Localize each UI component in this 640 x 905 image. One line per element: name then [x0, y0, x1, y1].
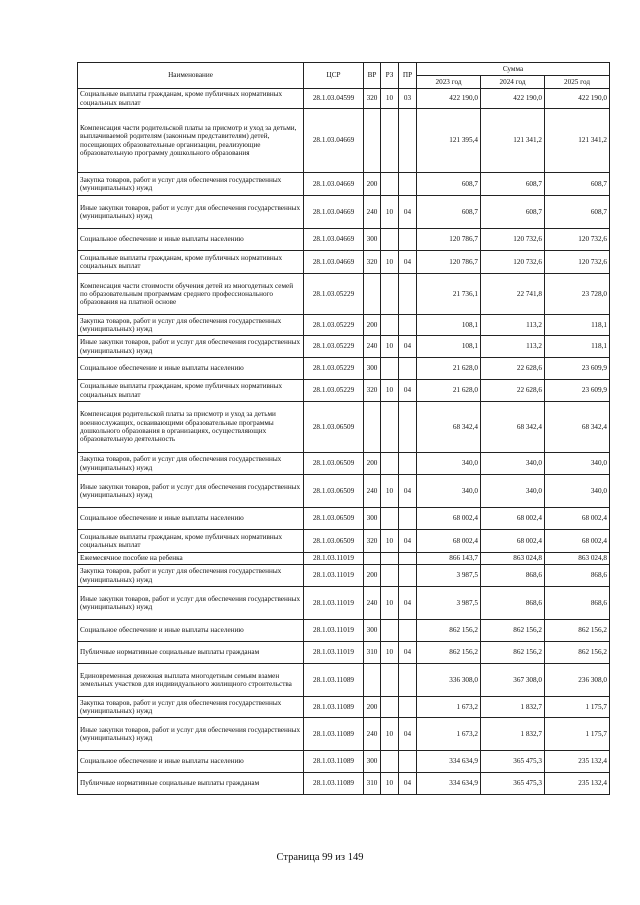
cell-year-2024: 365 475,3 — [481, 751, 545, 773]
cell-vr — [364, 664, 381, 697]
cell-vr — [364, 553, 381, 565]
table-body — [78, 89, 610, 795]
cell-name: Иные закупки товаров, работ и услуг для обеспечения государственных (муниципальных) нужд — [78, 587, 304, 620]
cell-pr: 04 — [399, 530, 417, 553]
table-row — [78, 697, 610, 718]
cell-year-2025: 235 132,4 — [545, 773, 610, 795]
cell-pr: 04 — [399, 251, 417, 274]
cell-name: Публичные нормативные социальные выплаты гражданам — [78, 773, 304, 795]
cell-csr: 28.1.03.11089 — [304, 751, 364, 773]
cell-year-2023: 422 190,0 — [417, 89, 481, 109]
cell-rz: 10 — [381, 773, 399, 795]
cell-rz — [381, 751, 399, 773]
table-row — [78, 109, 610, 173]
cell-pr — [399, 173, 417, 196]
cell-year-2024: 340,0 — [481, 453, 545, 475]
cell-year-2024: 22 628,6 — [481, 380, 545, 402]
cell-name: Единовременная денежная выплата многодетным семьям взамен земельных участков для индивидуального жилищного строительства — [78, 664, 304, 697]
cell-name: Социальное обеспечение и иные выплаты населению — [78, 229, 304, 251]
cell-year-2024: 863 024,8 — [481, 553, 545, 565]
cell-rz: 10 — [381, 251, 399, 274]
cell-year-2023: 608,7 — [417, 196, 481, 229]
cell-year-2025: 863 024,8 — [545, 553, 610, 565]
cell-year-2025: 235 132,4 — [545, 751, 610, 773]
cell-year-2023: 336 308,0 — [417, 664, 481, 697]
cell-vr: 240 — [364, 475, 381, 508]
cell-rz: 10 — [381, 718, 399, 751]
cell-year-2023: 21 736,1 — [417, 274, 481, 315]
cell-rz: 10 — [381, 530, 399, 553]
table-row — [78, 508, 610, 530]
cell-year-2024: 120 732,6 — [481, 251, 545, 274]
cell-vr: 320 — [364, 89, 381, 109]
col-header-rz: РЗ — [381, 63, 399, 89]
cell-rz — [381, 229, 399, 251]
table-row — [78, 402, 610, 453]
cell-vr: 200 — [364, 315, 381, 336]
cell-name: Социальные выплаты гражданам, кроме публичных нормативных социальных выплат — [78, 89, 304, 109]
cell-year-2023: 121 395,4 — [417, 109, 481, 173]
cell-year-2025: 422 190,0 — [545, 89, 610, 109]
table-row — [78, 664, 610, 697]
cell-pr — [399, 620, 417, 642]
cell-year-2024: 868,6 — [481, 587, 545, 620]
cell-year-2024: 862 156,2 — [481, 642, 545, 664]
cell-year-2024: 367 308,0 — [481, 664, 545, 697]
cell-pr: 04 — [399, 336, 417, 358]
cell-pr: 04 — [399, 475, 417, 508]
cell-year-2023: 1 673,2 — [417, 697, 481, 718]
cell-pr: 04 — [399, 642, 417, 664]
cell-name: Компенсация части родительской платы за присмотр и уход за детьми, выплачиваемой родителям (законным представителям) детей, посещающих образовательные организации, реализующие образовательную программу дошкольного образования — [78, 109, 304, 173]
col-header-csr: ЦСР — [304, 63, 364, 89]
cell-name: Социальные выплаты гражданам, кроме публичных нормативных социальных выплат — [78, 380, 304, 402]
table-row — [78, 358, 610, 380]
cell-year-2025: 23 609,9 — [545, 358, 610, 380]
cell-pr — [399, 402, 417, 453]
cell-csr: 28.1.03.11019 — [304, 587, 364, 620]
cell-csr: 28.1.03.11019 — [304, 565, 364, 587]
cell-rz — [381, 358, 399, 380]
cell-name: Закупка товаров, работ и услуг для обеспечения государственных (муниципальных) нужд — [78, 453, 304, 475]
cell-year-2024: 68 002,4 — [481, 530, 545, 553]
cell-year-2025: 862 156,2 — [545, 620, 610, 642]
cell-year-2024: 68 002,4 — [481, 508, 545, 530]
cell-pr: 04 — [399, 380, 417, 402]
cell-year-2024: 422 190,0 — [481, 89, 545, 109]
cell-year-2025: 118,1 — [545, 315, 610, 336]
cell-csr: 28.1.03.06509 — [304, 530, 364, 553]
cell-csr: 28.1.03.05229 — [304, 315, 364, 336]
cell-name: Социальное обеспечение и иные выплаты населению — [78, 751, 304, 773]
cell-vr: 310 — [364, 773, 381, 795]
cell-rz: 10 — [381, 587, 399, 620]
cell-year-2025: 236 308,0 — [545, 664, 610, 697]
cell-vr: 320 — [364, 530, 381, 553]
cell-vr: 200 — [364, 565, 381, 587]
table-row — [78, 587, 610, 620]
cell-csr: 28.1.03.11019 — [304, 553, 364, 565]
table-row — [78, 315, 610, 336]
cell-rz — [381, 553, 399, 565]
cell-vr: 320 — [364, 251, 381, 274]
cell-csr: 28.1.03.04599 — [304, 89, 364, 109]
cell-pr: 04 — [399, 587, 417, 620]
cell-csr: 28.1.03.05229 — [304, 358, 364, 380]
cell-pr: 03 — [399, 89, 417, 109]
cell-year-2023: 3 987,5 — [417, 565, 481, 587]
cell-year-2023: 862 156,2 — [417, 620, 481, 642]
cell-year-2025: 868,6 — [545, 587, 610, 620]
cell-year-2023: 21 628,0 — [417, 380, 481, 402]
cell-year-2024: 121 341,2 — [481, 109, 545, 173]
cell-year-2025: 68 002,4 — [545, 508, 610, 530]
budget-table — [77, 62, 610, 795]
cell-year-2024: 1 832,7 — [481, 718, 545, 751]
table-row — [78, 475, 610, 508]
cell-name: Социальное обеспечение и иные выплаты населению — [78, 358, 304, 380]
cell-year-2023: 340,0 — [417, 475, 481, 508]
cell-vr: 240 — [364, 196, 381, 229]
table-row — [78, 553, 610, 565]
cell-year-2025: 118,1 — [545, 336, 610, 358]
cell-name: Закупка товаров, работ и услуг для обеспечения государственных (муниципальных) нужд — [78, 697, 304, 718]
cell-rz — [381, 402, 399, 453]
cell-name: Иные закупки товаров, работ и услуг для обеспечения государственных (муниципальных) нужд — [78, 718, 304, 751]
table-row — [78, 196, 610, 229]
cell-year-2025: 120 732,6 — [545, 251, 610, 274]
cell-name: Социальные выплаты гражданам, кроме публичных нормативных социальных выплат — [78, 530, 304, 553]
cell-csr: 28.1.03.05229 — [304, 274, 364, 315]
cell-vr — [364, 109, 381, 173]
cell-pr — [399, 453, 417, 475]
table-row — [78, 642, 610, 664]
cell-year-2024: 608,7 — [481, 196, 545, 229]
cell-csr: 28.1.03.04669 — [304, 109, 364, 173]
cell-name: Публичные нормативные социальные выплаты гражданам — [78, 642, 304, 664]
table-row — [78, 773, 610, 795]
cell-vr: 300 — [364, 229, 381, 251]
table-row — [78, 380, 610, 402]
cell-year-2023: 334 634,9 — [417, 773, 481, 795]
cell-year-2025: 340,0 — [545, 453, 610, 475]
cell-rz: 10 — [381, 380, 399, 402]
cell-rz — [381, 697, 399, 718]
cell-name: Социальные выплаты гражданам, кроме публичных нормативных социальных выплат — [78, 251, 304, 274]
cell-year-2025: 1 175,7 — [545, 718, 610, 751]
cell-rz: 10 — [381, 475, 399, 508]
cell-rz — [381, 565, 399, 587]
cell-pr — [399, 565, 417, 587]
cell-year-2023: 866 143,7 — [417, 553, 481, 565]
cell-name: Социальное обеспечение и иные выплаты населению — [78, 508, 304, 530]
cell-year-2024: 68 342,4 — [481, 402, 545, 453]
page-number: Страница 99 из 149 — [276, 852, 364, 863]
cell-year-2025: 608,7 — [545, 196, 610, 229]
cell-rz: 10 — [381, 89, 399, 109]
cell-rz: 10 — [381, 336, 399, 358]
cell-csr: 28.1.03.04669 — [304, 173, 364, 196]
cell-pr — [399, 508, 417, 530]
cell-csr: 28.1.03.06509 — [304, 453, 364, 475]
cell-vr — [364, 274, 381, 315]
col-header-pr: ПР — [399, 63, 417, 89]
cell-year-2024: 608,7 — [481, 173, 545, 196]
cell-year-2025: 23 728,0 — [545, 274, 610, 315]
cell-rz: 10 — [381, 642, 399, 664]
cell-pr — [399, 553, 417, 565]
table-row — [78, 751, 610, 773]
cell-year-2025: 68 002,4 — [545, 530, 610, 553]
cell-year-2024: 22 741,8 — [481, 274, 545, 315]
cell-csr: 28.1.03.11089 — [304, 718, 364, 751]
cell-pr — [399, 358, 417, 380]
cell-year-2025: 120 732,6 — [545, 229, 610, 251]
cell-csr: 28.1.03.04669 — [304, 196, 364, 229]
cell-name: Иные закупки товаров, работ и услуг для обеспечения государственных (муниципальных) нужд — [78, 336, 304, 358]
col-header-name: Наименование — [78, 63, 304, 89]
col-header-year-2024: 2024 год — [481, 76, 545, 89]
cell-csr: 28.1.03.11019 — [304, 620, 364, 642]
cell-year-2025: 23 609,9 — [545, 380, 610, 402]
cell-vr: 300 — [364, 620, 381, 642]
cell-rz — [381, 620, 399, 642]
cell-csr: 28.1.03.11019 — [304, 642, 364, 664]
table-row — [78, 173, 610, 196]
cell-name: Ежемесячное пособие на ребенка — [78, 553, 304, 565]
cell-name: Иные закупки товаров, работ и услуг для обеспечения государственных (муниципальных) нужд — [78, 196, 304, 229]
cell-rz: 10 — [381, 196, 399, 229]
cell-vr: 200 — [364, 173, 381, 196]
cell-year-2023: 68 002,4 — [417, 530, 481, 553]
cell-vr: 240 — [364, 336, 381, 358]
cell-year-2023: 340,0 — [417, 453, 481, 475]
cell-rz — [381, 453, 399, 475]
table-row — [78, 251, 610, 274]
table-header — [78, 63, 610, 89]
cell-rz — [381, 664, 399, 697]
cell-year-2025: 121 341,2 — [545, 109, 610, 173]
cell-name: Иные закупки товаров, работ и услуг для обеспечения государственных (муниципальных) нужд — [78, 475, 304, 508]
cell-year-2025: 68 342,4 — [545, 402, 610, 453]
cell-csr: 28.1.03.05229 — [304, 380, 364, 402]
cell-year-2024: 1 832,7 — [481, 697, 545, 718]
table-row — [78, 453, 610, 475]
cell-year-2023: 21 628,0 — [417, 358, 481, 380]
cell-year-2023: 608,7 — [417, 173, 481, 196]
col-header-year-2025: 2025 год — [545, 76, 610, 89]
cell-year-2023: 68 002,4 — [417, 508, 481, 530]
cell-csr: 28.1.03.11089 — [304, 773, 364, 795]
cell-year-2024: 868,6 — [481, 565, 545, 587]
col-header-vr: ВР — [364, 63, 381, 89]
cell-rz — [381, 274, 399, 315]
cell-rz — [381, 173, 399, 196]
cell-name: Компенсация части стоимости обучения детей из многодетных семей по образовательным программам среднего профессионального образования на платной основе — [78, 274, 304, 315]
table-row — [78, 530, 610, 553]
table-row — [78, 718, 610, 751]
cell-csr: 28.1.03.11089 — [304, 664, 364, 697]
cell-pr — [399, 229, 417, 251]
cell-pr — [399, 274, 417, 315]
cell-vr: 320 — [364, 380, 381, 402]
cell-vr: 200 — [364, 697, 381, 718]
cell-year-2025: 608,7 — [545, 173, 610, 196]
cell-pr — [399, 109, 417, 173]
table-row — [78, 274, 610, 315]
cell-name: Закупка товаров, работ и услуг для обеспечения государственных (муниципальных) нужд — [78, 173, 304, 196]
cell-vr: 240 — [364, 718, 381, 751]
cell-pr: 04 — [399, 718, 417, 751]
cell-name: Социальное обеспечение и иные выплаты населению — [78, 620, 304, 642]
cell-year-2023: 334 634,9 — [417, 751, 481, 773]
cell-vr: 300 — [364, 751, 381, 773]
cell-year-2023: 862 156,2 — [417, 642, 481, 664]
table-row — [78, 89, 610, 109]
cell-year-2024: 340,0 — [481, 475, 545, 508]
cell-year-2025: 868,6 — [545, 565, 610, 587]
cell-csr: 28.1.03.05229 — [304, 336, 364, 358]
cell-csr: 28.1.03.04669 — [304, 251, 364, 274]
cell-csr: 28.1.03.06509 — [304, 508, 364, 530]
cell-csr: 28.1.03.06509 — [304, 475, 364, 508]
cell-year-2025: 862 156,2 — [545, 642, 610, 664]
cell-year-2025: 1 175,7 — [545, 697, 610, 718]
cell-csr: 28.1.03.11089 — [304, 697, 364, 718]
cell-year-2024: 113,2 — [481, 315, 545, 336]
cell-year-2023: 108,1 — [417, 315, 481, 336]
cell-vr: 310 — [364, 642, 381, 664]
cell-year-2024: 113,2 — [481, 336, 545, 358]
cell-pr — [399, 751, 417, 773]
cell-name: Компенсация родительской платы за присмотр и уход за детьми военнослужащих, осваивающими образовательные программы дошкольного образования в организациях, осуществляющих образовательную деятельность — [78, 402, 304, 453]
cell-pr — [399, 315, 417, 336]
cell-year-2023: 68 342,4 — [417, 402, 481, 453]
cell-name: Закупка товаров, работ и услуг для обеспечения государственных (муниципальных) нужд — [78, 315, 304, 336]
cell-pr — [399, 664, 417, 697]
cell-rz — [381, 109, 399, 173]
col-header-year-2023: 2023 год — [417, 76, 481, 89]
col-header-sum: Сумма — [417, 63, 610, 76]
cell-year-2023: 120 786,7 — [417, 229, 481, 251]
cell-pr: 04 — [399, 196, 417, 229]
cell-pr — [399, 697, 417, 718]
cell-year-2023: 108,1 — [417, 336, 481, 358]
cell-vr: 240 — [364, 587, 381, 620]
cell-year-2024: 862 156,2 — [481, 620, 545, 642]
cell-year-2024: 22 628,6 — [481, 358, 545, 380]
cell-csr: 28.1.03.06509 — [304, 402, 364, 453]
cell-year-2025: 340,0 — [545, 475, 610, 508]
cell-year-2023: 120 786,7 — [417, 251, 481, 274]
cell-rz — [381, 315, 399, 336]
cell-vr: 300 — [364, 358, 381, 380]
cell-year-2024: 365 475,3 — [481, 773, 545, 795]
table-row — [78, 565, 610, 587]
cell-pr: 04 — [399, 773, 417, 795]
cell-year-2023: 3 987,5 — [417, 587, 481, 620]
cell-vr: 200 — [364, 453, 381, 475]
cell-year-2023: 1 673,2 — [417, 718, 481, 751]
cell-vr — [364, 402, 381, 453]
table-row — [78, 620, 610, 642]
cell-name: Закупка товаров, работ и услуг для обеспечения государственных (муниципальных) нужд — [78, 565, 304, 587]
cell-vr: 300 — [364, 508, 381, 530]
cell-year-2024: 120 732,6 — [481, 229, 545, 251]
table-row — [78, 229, 610, 251]
table-row — [78, 336, 610, 358]
cell-rz — [381, 508, 399, 530]
cell-csr: 28.1.03.04669 — [304, 229, 364, 251]
